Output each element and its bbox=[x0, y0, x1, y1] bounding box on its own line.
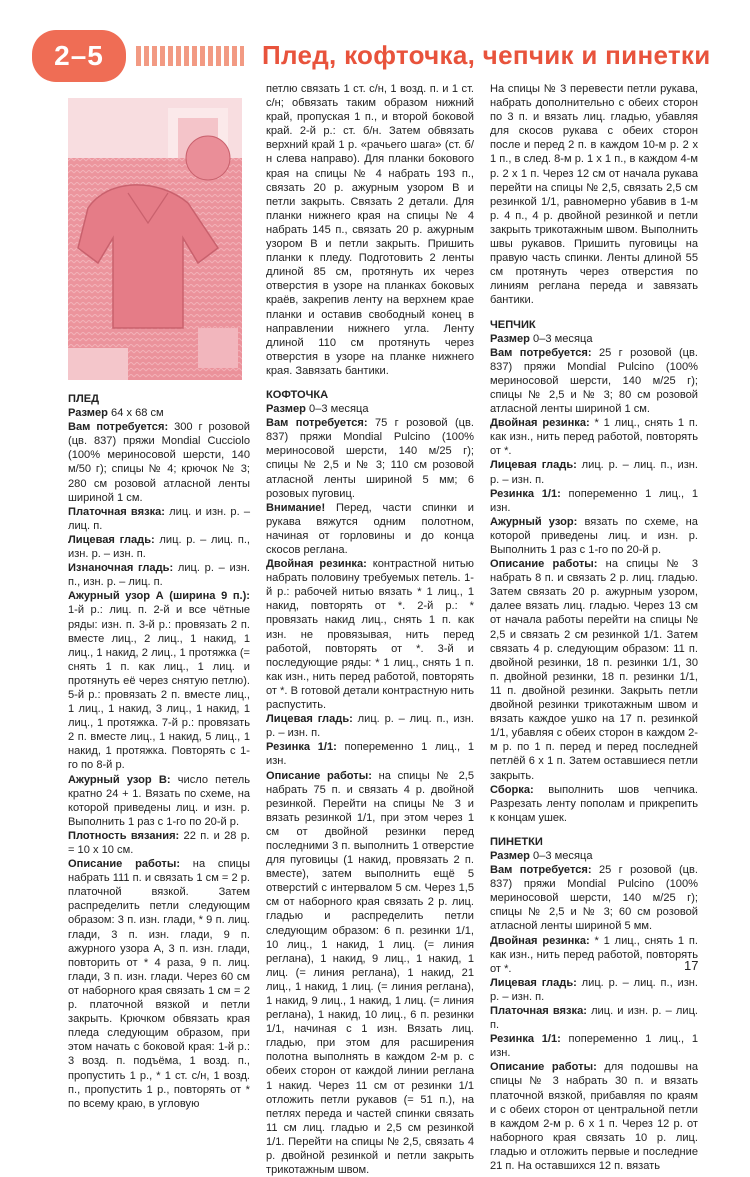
paragraph-label: Вам потребуется: bbox=[490, 347, 592, 359]
paragraph-text: 64 х 68 см bbox=[108, 407, 164, 419]
paragraph-text: 300 г розовой (цв. 837) пряжи Mondial Cucciolo (100% мериносовой шерсти, 140 м/50 г); спицы № 4; крючок № 3; 280 см розовой атласной ленты шириной 1 см. bbox=[68, 421, 250, 503]
paragraph-text: попеременно 1 лиц., 1 изн. bbox=[490, 1033, 698, 1059]
paragraph-text: лиц. и изн. р. – лиц. п. bbox=[490, 1005, 698, 1031]
paragraph bbox=[266, 82, 474, 378]
paragraph bbox=[266, 416, 474, 501]
paragraph bbox=[490, 416, 698, 458]
paragraph-text: лиц. р. – лиц. п., изн. р. – изн. п. bbox=[490, 459, 698, 485]
paragraph-label: Лицевая гладь: bbox=[490, 977, 577, 989]
paragraph bbox=[68, 420, 250, 505]
paragraph bbox=[490, 557, 698, 783]
paragraph-text: вязать по схеме, на которой приведены лиц. и изн. р. Выполнить 1 раз с 1-го по 20-й р. bbox=[490, 516, 698, 556]
paragraph bbox=[266, 557, 474, 712]
paragraph-text: лиц. и изн. р. – лиц. п. bbox=[68, 506, 250, 532]
paragraph-text: * 1 лиц., снять 1 п. как изн., нить перед работой, повторять от *. bbox=[490, 417, 698, 457]
paragraph bbox=[490, 1032, 698, 1060]
paragraph bbox=[490, 783, 698, 825]
paragraph-text: КОФТОЧКА bbox=[266, 389, 328, 401]
page-number: 17 bbox=[684, 958, 698, 973]
paragraph-label: Изнаночная гладь: bbox=[68, 562, 173, 574]
paragraph bbox=[490, 863, 698, 933]
paragraph-label: Ажурный узор А (ширина 9 п.): bbox=[68, 590, 250, 602]
paragraph-label: Размер bbox=[68, 407, 108, 419]
paragraph bbox=[490, 849, 698, 863]
paragraph bbox=[490, 82, 698, 308]
paragraph-label: Вам потребуется: bbox=[490, 864, 592, 876]
paragraph-label: Лицевая гладь: bbox=[490, 459, 577, 471]
section-heading bbox=[266, 388, 474, 402]
paragraph-text: * 1 лиц., снять 1 п. как изн., нить перед работой, повторять от *. bbox=[490, 935, 698, 975]
paragraph-label: Двойная резинка: bbox=[490, 417, 590, 429]
paragraph-label: Размер bbox=[490, 850, 530, 862]
paragraph-text: 1-й р.: лиц. п. 2-й и все чётные ряды: изн. п. 3-й р.: провязать 2 п. вместе лиц., 2 лиц., 1 накид, 1 лиц., 1 накид, 2 лиц., 1 протяжка (= снять 1 п. как лиц., 1 лиц. и протянуть её через снятую петлю). 5-й р.: провязать 2 п. вместе лиц., 1 лиц., 1 накид, 3 лиц., 1 накид, 1 лиц., 1 протяжка. 7-й р.: провязать 2 п. вместе лиц., 1 накид, 5 лиц., 1 накид, 1 протяжка. Повторять с 1-го по 8-й р. bbox=[68, 604, 250, 771]
paragraph bbox=[490, 934, 698, 976]
paragraph-label: Лицевая гладь: bbox=[68, 534, 155, 546]
paragraph bbox=[68, 561, 250, 589]
paragraph-label: Лицевая гладь: bbox=[266, 713, 353, 725]
paragraph bbox=[490, 346, 698, 416]
column-1 bbox=[68, 392, 250, 1111]
paragraph bbox=[490, 458, 698, 486]
paragraph bbox=[266, 402, 474, 416]
paragraph-label: Резинка 1/1: bbox=[266, 741, 337, 753]
paragraph-text: ПЛЕД bbox=[68, 393, 99, 405]
paragraph-text: число петель кратно 24 + 1. Вязать по схеме, на которой приведены лиц. и изн. р. Выполнить 1 раз с 1-го по 20-й р. bbox=[68, 774, 250, 828]
paragraph-label: Внимание! bbox=[266, 502, 325, 514]
paragraph bbox=[68, 505, 250, 533]
paragraph-text: 25 г розовой (цв. 837) пряжи Mondial Pulcino (100% мериносовой шерсти, 140 м/25 г); спицы № 2,5 и № 3; 80 см розовой атласной ленты шириной 1 см. bbox=[490, 347, 698, 415]
paragraph-text: ЧЕПЧИК bbox=[490, 319, 536, 331]
section-heading bbox=[490, 835, 698, 849]
paragraph bbox=[68, 773, 250, 829]
paragraph-label: Резинка 1/1: bbox=[490, 488, 561, 500]
section-heading bbox=[490, 318, 698, 332]
paragraph bbox=[68, 533, 250, 561]
paragraph bbox=[68, 589, 250, 772]
paragraph-text: на спицы № 3 набрать 8 п. и связать 2 р. лиц. гладью. Затем связать 20 р. ажурным узором, далее вязать лиц. гладью. Через 13 см от начала работы перейти на спицы № 2,5 и связать 2 см резинкой 1/1. Затем связать 4 р. следующим образом: 11 п. двойной резинки, 18 п. резинки 1/1, 30 п. двойной резинки, 18 п. резинки 1/1, 11 п. двойной резинки. Закрыть петли двойной резинки трикотажным швом и вязать каждое ушко на 17 п. резинкой 1/1, убавляя с обеих сторон в каждом 2-м р. по 1 п. перед и перед последней петлёй 6 х 1 п. Затем оставшиеся петли закрыть. bbox=[490, 558, 698, 781]
page-title: Плед, кофточка, чепчик и пинетки bbox=[262, 30, 662, 80]
paragraph bbox=[490, 487, 698, 515]
paragraph-text: выполнить шов чепчика. Разрезать ленту пополам и прикрепить к концам ушек. bbox=[490, 784, 698, 824]
paragraph-label: Плотность вязания: bbox=[68, 830, 179, 842]
paragraph-label: Двойная резинка: bbox=[266, 558, 367, 570]
paragraph bbox=[266, 501, 474, 557]
paragraph bbox=[490, 1004, 698, 1032]
paragraph-text: контрастной нитью набрать половину требуемых петель. 1-й р.: рабочей нитью вязать * 1 лиц., 1 накид, повторять от *. 2-й р.: * провязать накид лиц., снять 1 п. как изн. не провязывая, нить перед работой, повторять от *. 3-й и последующие ряды: * 1 лиц., снять 1 п. как изн., нить перед работой, повторять от *. В готовой детали контрастную нить распустить. bbox=[266, 558, 474, 711]
paragraph-text: на спицы набрать 111 п. и связать 1 см = 2 р. платочной вязкой. Затем распределить петли следующим образом: 3 п. изн. глади, * 9 п. лиц. глади, 3 п. изн. глади, 9 п. ажурного узора А, 3 п. изн. глади, повторить от * 4 раза, 9 п. лиц. глади, 3 п. изн. глади. Через 60 см от наборного края связать 1 см = 2 р. платочной вязкой и петли закрыть. Крючком обвязать края пледа следующим образом, при этом начать с боковой края: 1-й р.: 3 возд. п. подъёма, 1 возд. п., пропустить 1 р., * 1 ст. с/н, 1 возд. п., пропустить 1 р., повторять от * по всему краю, в угловую bbox=[68, 858, 250, 1110]
paragraph-text: на спицы № 2,5 набрать 75 п. и связать 4 р. двойной резинкой. Перейти на спицы № 3 и вязать резинкой 1/1, при этом через 1 см от двойной резинки перед последними 3 п. выполнить 1 отверстие для пуговицы (1 накид, провязать 2 п. вместе), затем выполнить ещё 5 отверстий с интервалом 5 см. Через 1,5 см от наборного края связать 2 р. лиц. гладью и распределить петли следующим образом: 6 п. резинки 1/1, 10 лиц., 1 накид, 1 лиц. (= линия реглана), 1 накид, 9 лиц., 1 накид, 1 лиц. (= линия реглана), 1 накид, 21 лиц., 1 накид, 1 лиц. (= линия реглана), 1 накид, 9 лиц., 1 накид, 1 лиц. (= линия реглана), 1 накид, 10 лиц., 6 п. резинки 1/1, начиная с 1 изн. Вязать лиц. гладью, при этом для расширения полотна выполнять в каждом 2-м р. с обеих сторон от каждой линии реглана 1 накид. Через 11 см от резинки 1/1 отложить петли рукавов (= 51 п.), на петлях переда и частей спинки связать 11 см лиц. гладью и 2,5 см резинкой 1/1. Перейти на спицы № 2,5, связать 4 р. двойной резинкой и петли закрыть трикотажным швом. bbox=[266, 770, 474, 1177]
paragraph-label: Описание работы: bbox=[68, 858, 180, 870]
paragraph-label: Описание работы: bbox=[490, 1061, 597, 1073]
section-heading bbox=[68, 392, 250, 406]
paragraph-label: Ажурный узор: bbox=[490, 516, 577, 528]
paragraph-label: Описание работы: bbox=[490, 558, 597, 570]
paragraph-text: лиц. р. – лиц. п., изн. р. – изн. п. bbox=[266, 713, 474, 739]
paragraph bbox=[266, 712, 474, 740]
knitted-baby-set-photo bbox=[68, 98, 242, 380]
paragraph-text: петлю связать 1 ст. с/н, 1 возд. п. и 1 ст. с/н; обвязать таким образом нижний край, пропуская 1 п., и второй боковой край. 2-й р.: ст. б/н. Затем обвязать верхний край 1 р. «рачьего шага» (ст. б/н слева направо). Для планки бокового края на спицы № 4 набрать 193 п., связать 20 р. ажурным узором В и петли закрыть. Связать 2 детали. Для планки нижнего края на спицы № 4 набрать 145 п., связать 20 р. ажурным узором В и петли закрыть. Пришить планки к пледу. Подготовить 2 ленты длиной 85 см, протянуть их через отверстия в узоре на планках боковых краёв, закрепив ленту на верхнем крае планки и оставив свободный конец в направлении нижнего угла. Ленту длиной 110 см протянуть через отверстия в узоре на планке нижнего края. Завязать бантики. bbox=[266, 83, 474, 377]
paragraph bbox=[266, 769, 474, 1177]
paragraph-text: 75 г розовой (цв. 837) пряжи Mondial Pulcino (100% мериносовой шерсти, 140 м/25 г); спицы № 2,5 и № 3; 110 см розовой атласной ленты шириной 5 мм; 6 розовых пуговиц. bbox=[266, 417, 474, 499]
paragraph bbox=[490, 976, 698, 1004]
column-2 bbox=[266, 82, 474, 1177]
paragraph-label: Размер bbox=[266, 403, 306, 415]
paragraph-label: Платочная вязка: bbox=[68, 506, 165, 518]
header-stripes bbox=[136, 46, 244, 66]
paragraph-text: лиц. р. – изн. п., изн. р. – лиц. п. bbox=[68, 562, 250, 588]
paragraph-label: Резинка 1/1: bbox=[490, 1033, 561, 1045]
paragraph-text: для подошвы на спицы № 3 набрать 30 п. и вязать платочной вязкой, прибавляя по краям и с обеих сторон от центральной петли в каждом 2-м р. 6 х 1 п. Через 12 р. от наборного края связать 10 р. лиц. гладью и отложить первые и последние 21 п. На оставшихся 12 п. вязать bbox=[490, 1061, 698, 1172]
paragraph bbox=[490, 1060, 698, 1173]
paragraph bbox=[68, 829, 250, 857]
paragraph-text: лиц. р. – лиц. п., изн. р. – изн. п. bbox=[68, 534, 250, 560]
paragraph-text: 25 г розовой (цв. 837) пряжи Mondial Pulcino (100% мериносовой шерсти, 140 м/25 г); спицы № 2,5 и № 3; 60 см розовой атласной ленты шириной 5 мм. bbox=[490, 864, 698, 932]
paragraph-text: 0–3 месяца bbox=[530, 333, 593, 345]
page-badge: 2–5 bbox=[32, 30, 126, 82]
paragraph bbox=[68, 857, 250, 1111]
paragraph-label: Ажурный узор В: bbox=[68, 774, 171, 786]
paragraph-label: Платочная вязка: bbox=[490, 1005, 587, 1017]
paragraph-text: лиц. р. – лиц. п., изн. р. – изн. п. bbox=[490, 977, 698, 1003]
paragraph bbox=[490, 515, 698, 557]
paragraph-text: Перед, части спинки и рукава вяжутся одним полотном, начиная от горловины и до конца скосов реглана. bbox=[266, 502, 474, 556]
paragraph-label: Описание работы: bbox=[266, 770, 372, 782]
paragraph-text: На спицы № 3 перевести петли рукава, набрать дополнительно с обеих сторон по 3 п. и вязать лиц. гладью, убавляя для скосов рукава с обеих сторон после и перед 2 п. в каждом 10-м р. 2 х 1 п., в след. 8-м р. 1 х 1 п., в каждом 4-м р. 2 х 1 п. Через 12 см от начала рукава перейти на спицы № 2,5, связать 2,5 см резинкой 1/1, равномерно убавив в 1-м р. 4 п., 4 р. двойной резинкой и петли закрыть трикотажным швом. Выполнить швы рукавов. Пришить пуговицы на правую часть спинки. Ленты длиной 55 см протянуть через отверстия по линиям реглана переда и завязать бантики. bbox=[490, 83, 698, 306]
paragraph-label: Вам потребуется: bbox=[68, 421, 168, 433]
paragraph-label: Сборка: bbox=[490, 784, 534, 796]
paragraph bbox=[266, 740, 474, 768]
paragraph-text: попеременно 1 лиц., 1 изн. bbox=[490, 488, 698, 514]
paragraph-text: 0–3 месяца bbox=[306, 403, 369, 415]
paragraph-text: попеременно 1 лиц., 1 изн. bbox=[266, 741, 474, 767]
paragraph-text: 22 п. и 28 р. = 10 х 10 см. bbox=[68, 830, 250, 856]
paragraph bbox=[490, 332, 698, 346]
paragraph-label: Двойная резинка: bbox=[490, 935, 590, 947]
paragraph-text: 0–3 месяца bbox=[530, 850, 593, 862]
photo-illustration bbox=[68, 98, 242, 380]
column-3 bbox=[490, 82, 698, 1173]
paragraph-text: ПИНЕТКИ bbox=[490, 836, 543, 848]
paragraph-label: Размер bbox=[490, 333, 530, 345]
paragraph bbox=[68, 406, 250, 420]
paragraph-label: Вам потребуется: bbox=[266, 417, 368, 429]
